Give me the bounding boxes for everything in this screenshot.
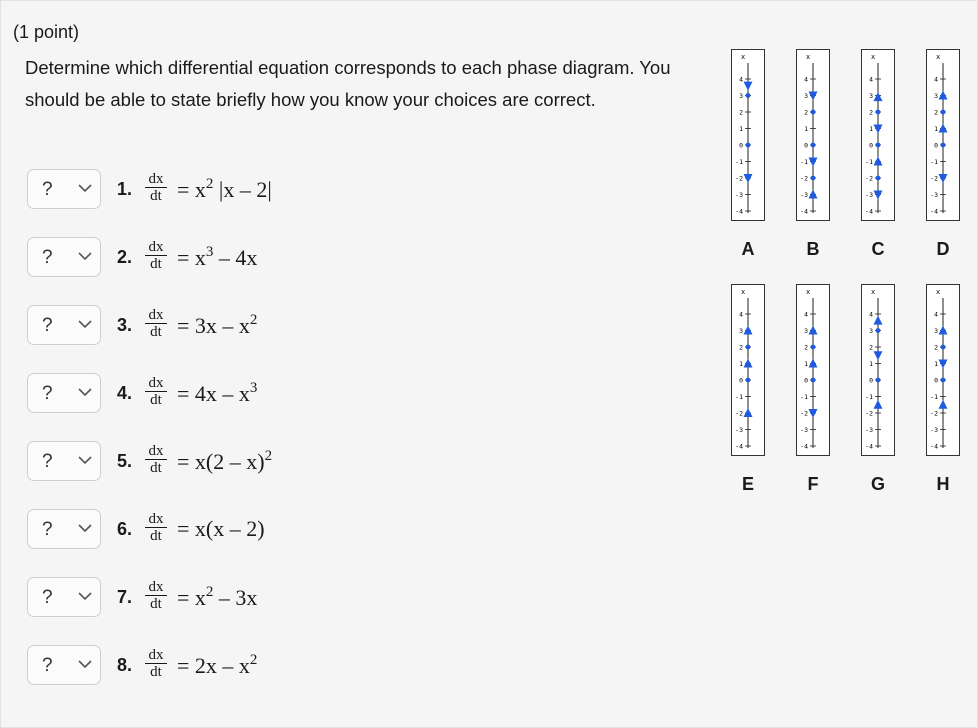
fraction-denominator: dt [150,528,162,544]
tick-label: 2 [804,108,808,117]
tick-label: -3 [865,191,873,199]
equation-remainder: – 3x [213,585,258,610]
chevron-down-icon [76,315,94,333]
diagram-label: D [936,239,950,259]
phase-diagram-c [861,49,895,221]
tick-label: -2 [865,409,873,418]
fraction-numerator: dx [145,307,167,324]
answer-select-value: ? [42,519,53,540]
tick-label: 3 [804,327,808,335]
tick-label: 3 [739,327,743,335]
fraction-numerator: dx [145,171,167,188]
tick-label: 4 [934,75,938,84]
equation-exponent: 2 [205,176,214,192]
tick-label: -1 [930,158,938,166]
fraction-numerator: dx [145,239,167,256]
equilibrium-point [746,143,751,148]
equation-exponent: 3 [205,244,214,260]
diagram-label: B [806,239,820,259]
tick-label: -1 [865,158,873,166]
chevron-down-icon [76,655,94,673]
tick-label: -3 [735,191,743,199]
equilibrium-point [811,345,816,350]
equilibrium-point [941,143,946,148]
equation-expression [177,176,272,203]
tick-label: -2 [735,174,743,183]
answer-select[interactable] [27,509,101,549]
tick-label: -4 [735,207,743,216]
equation-base: = 2x – x [177,653,250,678]
equation-exponent: 2 [205,584,214,600]
axis-label: x [741,288,746,296]
question-number: 8. [117,655,133,675]
fraction-numerator: dx [145,579,167,596]
tick-label: -3 [735,426,743,434]
tick-label: 0 [934,376,938,385]
equation-base: = x(x – 2) [177,516,265,541]
tick-label: -3 [800,426,808,434]
tick-label: -4 [800,207,808,216]
chevron-down-icon [76,587,94,605]
tick-label: 1 [739,360,743,368]
fraction-denominator: dt [150,596,162,612]
equilibrium-point [876,143,881,148]
equilibrium-point [941,345,946,350]
answer-select[interactable] [27,373,101,413]
tick-label: -4 [930,442,938,451]
tick-label: -2 [930,174,938,183]
tick-label: -1 [930,393,938,401]
equilibrium-point [811,110,816,115]
tick-label: -4 [930,207,938,216]
points-label: (1 point) [13,22,80,42]
tick-label: 2 [934,108,938,117]
equation-expression [177,448,272,475]
tick-label: 0 [739,376,743,385]
fraction-denominator: dt [150,188,162,204]
tick-label: -1 [865,393,873,401]
equation-exponent: 2 [264,448,273,464]
fraction-numerator: dx [145,443,167,460]
tick-label: -4 [735,442,743,451]
tick-label: 1 [934,125,938,133]
tick-label: 1 [804,360,808,368]
fraction-denominator: dt [150,324,162,340]
diagram-label: A [741,239,755,259]
equilibrium-point [876,378,881,383]
equilibrium-point [811,143,816,148]
derivative-fraction [145,239,167,272]
problem-prompt: Determine which differential equation corresponds to each phase diagram. You should be able to state briefly how you know your choices are correct. [25,57,671,110]
derivative-fraction [145,647,167,680]
tick-label: -1 [735,393,743,401]
phase-diagram-d [926,49,960,221]
tick-label: 2 [934,343,938,352]
equilibrium-point [941,378,946,383]
answer-select-value: ? [42,655,53,676]
axis-label: x [806,288,811,296]
equilibrium-point [811,176,816,181]
derivative-fraction [145,307,167,340]
phase-diagram-a [731,49,765,221]
axis-label: x [806,53,811,61]
tick-label: 0 [869,141,873,150]
equilibrium-point [746,345,751,350]
answer-select-value: ? [42,383,53,404]
chevron-down-icon [76,179,94,197]
diagram-label: H [936,474,950,494]
tick-label: 2 [739,108,743,117]
derivative-fraction [145,171,167,204]
tick-label: -1 [800,158,808,166]
equilibrium-point [941,110,946,115]
chevron-down-icon [76,383,94,401]
equation-base: = x [177,245,206,270]
tick-label: 3 [739,92,743,100]
chevron-down-icon [76,519,94,537]
tick-label: 1 [869,360,873,368]
answer-select-value: ? [42,451,53,472]
answer-select[interactable] [27,577,101,617]
equation-expression [177,244,257,271]
equation-expression [177,312,257,339]
question-number: 5. [117,451,133,471]
tick-label: 3 [869,92,873,100]
tick-label: 0 [739,141,743,150]
equation-expression [177,652,257,679]
fraction-numerator: dx [145,511,167,528]
fraction-denominator: dt [150,392,162,408]
tick-label: 1 [739,125,743,133]
diagram-label: E [741,474,754,494]
fraction-numerator: dx [145,375,167,392]
diagram-label: G [870,474,885,494]
phase-diagram-h [926,284,960,456]
axis-label: x [871,288,876,296]
phase-diagram-f [796,284,830,456]
equation-exponent: 3 [249,380,258,396]
equation-base: = x [177,585,206,610]
equation-expression [177,516,265,542]
phase-diagram-g [861,284,895,456]
tick-label: 2 [869,108,873,117]
chevron-down-icon [76,247,94,265]
tick-label: -4 [865,207,873,216]
fraction-denominator: dt [150,460,162,476]
tick-label: 4 [739,310,743,319]
tick-label: -3 [800,191,808,199]
answer-select-value: ? [42,179,53,200]
tick-label: 4 [934,310,938,319]
equation-expression [177,380,257,407]
equation-exponent: 2 [249,312,258,328]
question-number: 7. [117,587,133,607]
tick-label: -1 [800,393,808,401]
tick-label: 2 [739,343,743,352]
equilibrium-point [876,110,881,115]
equilibrium-point [811,378,816,383]
answer-select[interactable] [27,441,101,481]
question-number: 1. [117,179,133,199]
equation-exponent: 2 [249,652,258,668]
phase-diagram-b [796,49,830,221]
tick-label: -4 [865,442,873,451]
axis-label: x [936,288,941,296]
tick-label: -3 [930,426,938,434]
equation-base: = x(2 – x) [177,449,265,474]
equation-expression [177,584,257,611]
derivative-fraction [145,375,167,408]
tick-label: 2 [869,343,873,352]
tick-label: 0 [804,141,808,150]
tick-label: 0 [934,141,938,150]
tick-label: 4 [804,310,808,319]
diagram-label: F [807,474,819,494]
tick-label: -2 [865,174,873,183]
answer-select-value: ? [42,587,53,608]
tick-label: 2 [804,343,808,352]
equation-remainder: |x – 2| [213,177,272,202]
tick-label: -4 [800,442,808,451]
answer-select-value: ? [42,315,53,336]
tick-label: 4 [739,75,743,84]
question-number: 6. [117,519,133,539]
tick-label: -2 [800,409,808,418]
tick-label: -3 [865,426,873,434]
tick-label: 4 [869,310,873,319]
derivative-fraction [145,579,167,612]
tick-label: -1 [735,158,743,166]
fraction-denominator: dt [150,256,162,272]
tick-label: 3 [934,327,938,335]
fraction-denominator: dt [150,664,162,680]
tick-label: 3 [804,92,808,100]
derivative-fraction [145,511,167,544]
tick-label: 4 [804,75,808,84]
tick-label: 1 [869,125,873,133]
equilibrium-point [746,378,751,383]
answer-select-value: ? [42,247,53,268]
tick-label: 1 [934,360,938,368]
fraction-numerator: dx [145,647,167,664]
question-number: 2. [117,247,133,267]
equation-base: = 4x – x [177,381,250,406]
equation-remainder: – 4x [213,245,258,270]
answer-select[interactable] [27,169,101,209]
derivative-fraction [145,443,167,476]
tick-label: 3 [869,327,873,335]
equation-base: = x [177,177,206,202]
tick-label: 0 [804,376,808,385]
tick-label: 4 [869,75,873,84]
axis-label: x [871,53,876,61]
tick-label: -2 [930,409,938,418]
tick-label: 0 [869,376,873,385]
tick-label: -2 [800,174,808,183]
equilibrium-point [876,328,881,333]
tick-label: 3 [934,92,938,100]
equilibrium-point [746,93,751,98]
question-number: 3. [117,315,133,335]
phase-diagram-e [731,284,765,456]
axis-label: x [936,53,941,61]
question-number: 4. [117,383,133,403]
axis-label: x [741,53,746,61]
equation-base: = 3x – x [177,313,250,338]
answer-select[interactable] [27,645,101,685]
tick-label: 1 [804,125,808,133]
diagram-label: C [871,239,885,259]
equilibrium-point [876,176,881,181]
tick-label: -2 [735,409,743,418]
chevron-down-icon [76,451,94,469]
answer-select[interactable] [27,305,101,345]
answer-select[interactable] [27,237,101,277]
tick-label: -3 [930,191,938,199]
